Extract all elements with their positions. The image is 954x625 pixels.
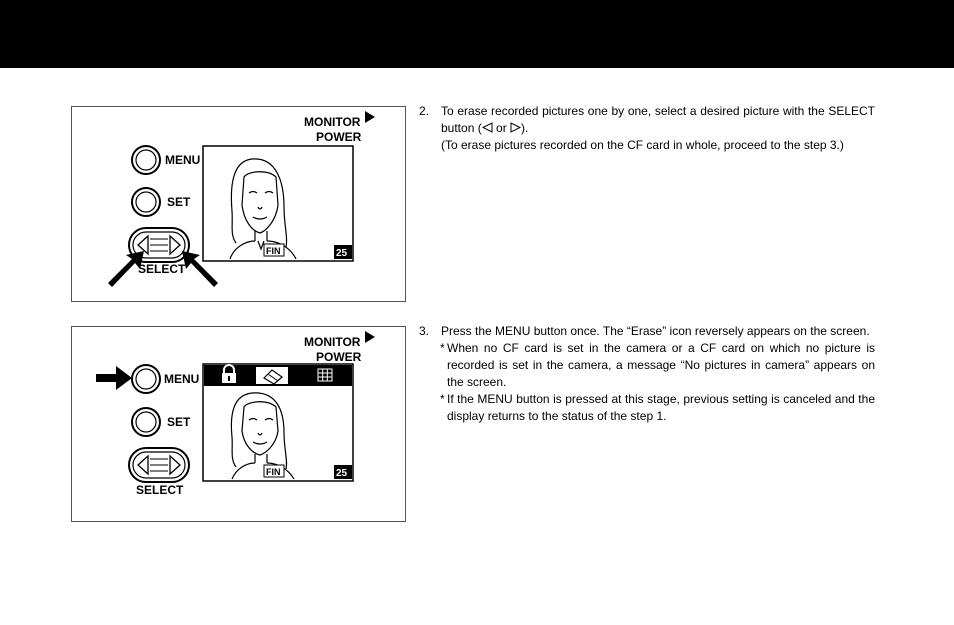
monitor-label: MONITOR — [304, 115, 361, 129]
quality-badge-text: FIN — [266, 467, 281, 477]
note-text: If the MENU button is pressed at this stage, previous setting is canceled and the display returns to the status of the step 1. — [447, 392, 875, 423]
note-marker: * — [440, 392, 445, 406]
step-number: 2. — [419, 104, 430, 118]
pointer-arrow-menu-icon — [96, 366, 132, 390]
set-label: SET — [167, 195, 191, 209]
right-triangle-icon — [510, 122, 521, 133]
monitor-arrow-icon — [365, 331, 375, 343]
step-note-2 — [441, 391, 875, 425]
step-2 — [419, 103, 875, 154]
select-label: SELECT — [136, 483, 184, 497]
figure-select-picture — [71, 106, 406, 302]
step-note-1 — [441, 340, 875, 391]
step-text: Press the MENU button once. The “Erase” icon reversely appears on the screen. — [441, 324, 870, 338]
monitor-label: MONITOR — [304, 335, 361, 349]
step-number: 3. — [419, 324, 430, 338]
camera-back-diagram — [72, 107, 407, 303]
power-label: POWER — [316, 130, 362, 144]
menu-label: MENU — [164, 372, 200, 386]
note-text: When no CF card is set in the camera or a CF card on which no picture is recorded is set in the camera, a message “No pictures in camera” appears on the screen. — [447, 341, 875, 389]
set-label: SET — [167, 415, 191, 429]
frame-number: 25 — [336, 248, 348, 259]
top-header-bar — [0, 0, 954, 68]
monitor-arrow-icon — [365, 111, 375, 123]
step-text — [441, 103, 875, 137]
step-note: (To erase pictures recorded on the CF card in whole, proceed to the step 3.) — [441, 138, 844, 152]
or-word: or — [492, 121, 511, 135]
note-marker: * — [440, 341, 445, 355]
frame-number: 25 — [336, 468, 348, 479]
figure-erase-menu — [71, 326, 406, 522]
step-text-end: ). — [521, 121, 529, 135]
select-label: SELECT — [138, 262, 186, 276]
quality-badge-text: FIN — [266, 246, 281, 256]
select-button[interactable] — [129, 448, 189, 482]
camera-back-diagram-menu — [72, 327, 407, 523]
left-triangle-icon — [482, 122, 493, 133]
menu-label: MENU — [165, 153, 201, 167]
step-3 — [419, 323, 875, 425]
step-text-part: To erase recorded pictures one by one, select a desired picture with the SELECT button ( — [441, 104, 875, 135]
power-label: POWER — [316, 350, 362, 364]
